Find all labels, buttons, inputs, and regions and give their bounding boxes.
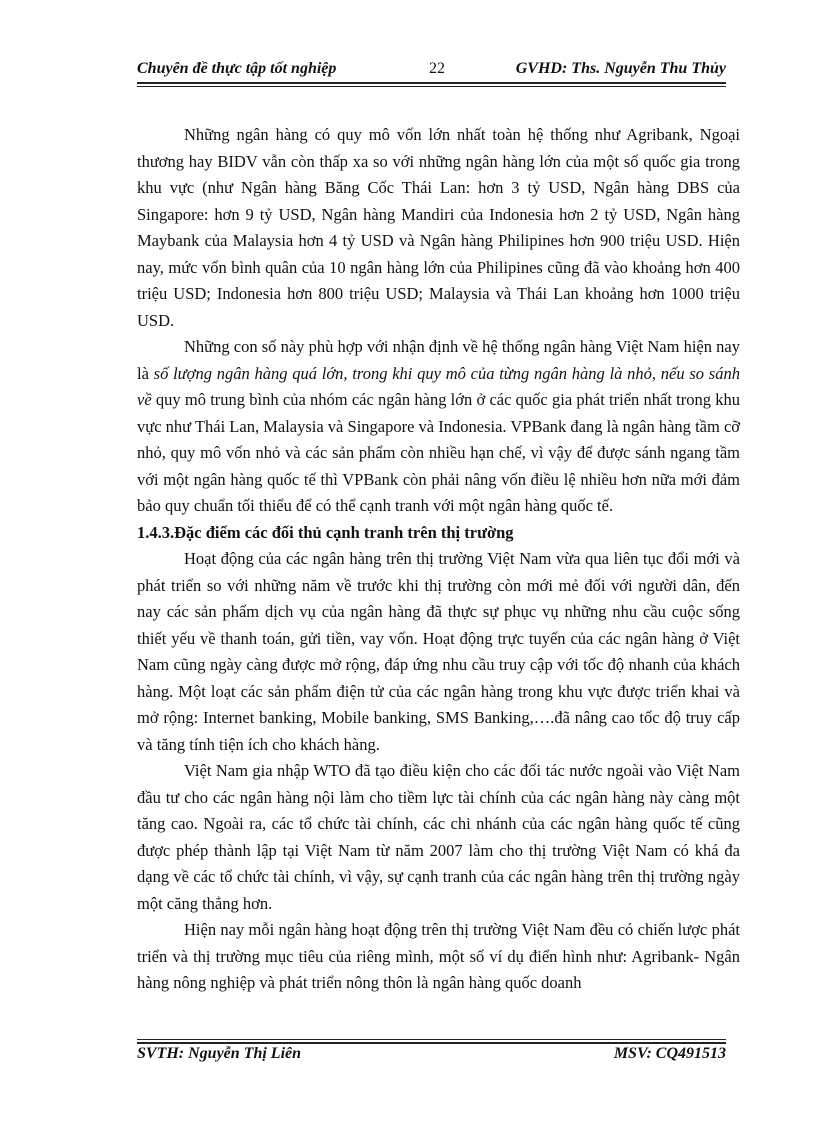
footer-rule	[137, 1042, 726, 1044]
page-header	[137, 60, 726, 82]
paragraph-1: Những ngân hàng có quy mô vốn lớn nhất toàn hệ thống như Agribank, Ngoại thương hay BIDV vẫn còn thấp xa so với những ngân hàng lớn của một số quốc gia trong khu vực (như Ngân hàng Băng Cốc Thái Lan: hơn 3 tỷ USD, Ngân hàng DBS của Singapore: hơn 9 tỷ USD, Ngân hàng Mandiri của Indonesia hơn 2 tỷ USD, Ngân hàng Maybank của Malaysia hơn 4 tỷ USD và Ngân hàng Philipines hơn 900 triệu USD. Hiện nay, mức vốn bình quân của 10 ngân hàng lớn của Philipines cũng đã vào khoảng hơn 400 triệu USD; Indonesia hơn 800 triệu USD; Malaysia và Thái Lan khoảng hơn 1000 triệu USD.	[137, 125, 740, 330]
footer-student-id: MSV: CQ491513	[613, 1045, 726, 1062]
header-page-number: 22	[429, 60, 445, 77]
footer-rule-thin	[137, 1039, 726, 1040]
document-body	[137, 122, 740, 997]
header-rule-thin	[137, 86, 726, 87]
section-heading: 1.4.3.Đặc điểm các đối thủ cạnh tranh trên thị trường	[137, 522, 514, 542]
header-supervisor: GVHD: Ths. Nguyễn Thu Thủy	[515, 60, 726, 77]
paragraph-4: Việt Nam gia nhập WTO đã tạo điều kiện cho các đối tác nước ngoài vào Việt Nam đầu tư cho các ngân hàng nội làm cho tiềm lực tài chính của các ngân hàng này càng một tăng cao. Ngoài ra, các tổ chức tài chính, các chi nhánh của các ngân hàng quốc tế cũng được phép thành lập tại Việt Nam từ năm 2007 làm cho thị trường Việt Nam có khá đa dạng về các tổ chức tài chính, vì vậy, sự cạnh tranh của các ngân hàng trên thị trường ngày một căng thẳng hơn.	[137, 761, 740, 913]
header-document-title: Chuyên đề thực tập tốt nghiệp	[137, 60, 337, 77]
paragraph-2-tail: quy mô trung bình của nhóm các ngân hàng lớn ở các quốc gia phát triển nhất trong khu vực như Thái Lan, Malaysia và Singapore và Indonesia. VPBank đang là ngân hàng tầm cỡ nhỏ, quy mô vốn nhỏ và các sản phẩm còn nhiều hạn chế, vì vậy để được sánh ngang tầm với một ngân hàng quốc tế thì VPBank còn phải nâng vốn điều lệ nhiều hơn nữa mới đảm bảo quy chuẩn tối thiểu để có thể cạnh tranh với một ngân hàng quốc tế.	[137, 390, 740, 515]
paragraph-5: Hiện nay mỗi ngân hàng hoạt động trên thị trường Việt Nam đều có chiến lược phát triển và thị trường mục tiêu của riêng mình, một số ví dụ điển hình như: Agribank- Ngân hàng nông nghiệp và phát triển nông thôn là ngân hàng quốc doanh	[137, 920, 740, 992]
paragraph-2-lead: Những con số này phù hợp với nhận định về hệ thống ngân hàng Việt Nam hiện nay là	[137, 337, 740, 383]
footer-student: SVTH: Nguyễn Thị Liên	[137, 1045, 302, 1062]
page-footer	[137, 1045, 726, 1067]
paragraph-2	[137, 334, 740, 520]
header-rule	[137, 82, 726, 84]
paragraph-2-italic: số lượng ngân hàng quá lớn, trong khi quy mô của từng ngân hàng là nhỏ, nếu so sánh về	[137, 363, 740, 409]
paragraph-3: Hoạt động của các ngân hàng trên thị trường Việt Nam vừa qua liên tục đổi mới và phát triển so với những năm về trước khi thị trường còn mới mẻ đối với người dân, đến nay các sản phẩm dịch vụ của ngân hàng đã thực sự phục vụ những nhu cầu cuộc sống thiết yếu về thanh toán, gửi tiền, vay vốn. Hoạt động trực tuyến của các ngân hàng ở Việt Nam cũng ngày càng được mở rộng, đáp ứng nhu cầu truy cập với tốc độ nhanh của khách hàng. Một loạt các sản phẩm điện tử của các ngân hàng trong khu vực được triển khai và mở rộng: Internet banking, Mobile banking, SMS Banking,….đã nâng cao tốc độ truy cấp và tăng tính tiện ích cho khách hàng.	[137, 549, 740, 754]
